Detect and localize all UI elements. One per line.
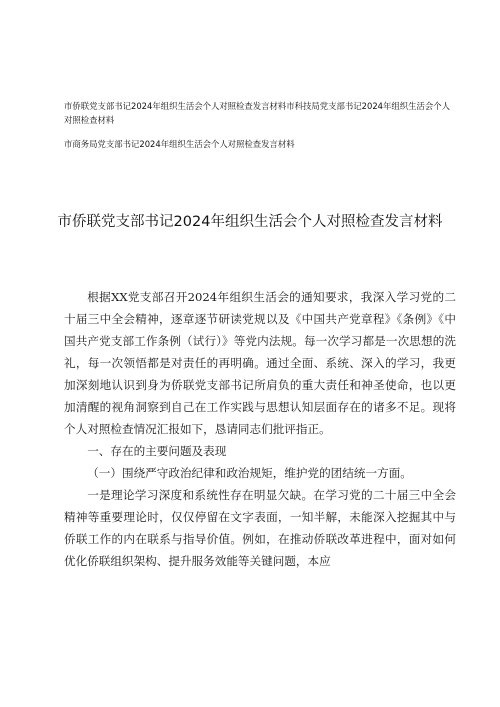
table-of-contents <box>64 99 456 151</box>
document-title: 市侨联党支部书记2024年组织生活会个人对照检查发言材料 <box>57 214 443 230</box>
document-body <box>64 286 456 572</box>
section-heading: 一、存在的主要问题及表现 <box>87 444 227 458</box>
subsection-heading: （一）围绕严守政治纪律和政治规矩，维护党的团结统一方面。 <box>87 466 412 480</box>
body-paragraph: 一是理论学习深度和系统性存在明显欠缺。在学习党的二十届三中全会精神等重要理论时，仅仅停留在文字表面，一知半解，未能深入挖掘其中与侨联工作的内在联系与指导价值。例如，在推动侨联改革进程中，面对如何优化侨联组织架构、提升服务效能等关键问题，本应 <box>64 488 456 568</box>
toc-entry-1: 市侨联党支部书记2024年组织生活会个人对照检查发言材料市科技局党支部书记2024年组织生活会个人对照检查材料 <box>64 101 450 125</box>
intro-paragraph: 根据XX党支部召开2024年组织生活会的通知要求，我深入学习党的二十届三中全会精神，逐章逐节研读党规以及《中国共产党章程》《条例》《中国共产党支部工作条例（试行）》等党内法规。每一次学习都是一次思想的洗礼，每一次领悟都是对责任的再明确。通过全面、系统、深入的学习，我更加深刻地认识到身为侨联党支部书记所肩负的重大责任和神圣使命，也以更加清醒的视角洞察到自己在工作实践与思想认知层面存在的诸多不足。现将个人对照检查情况汇报如下，恳请同志们批评指正。 <box>64 290 456 436</box>
toc-entry-2: 市商务局党支部书记2024年组织生活会个人对照检查发言材料 <box>64 139 295 149</box>
